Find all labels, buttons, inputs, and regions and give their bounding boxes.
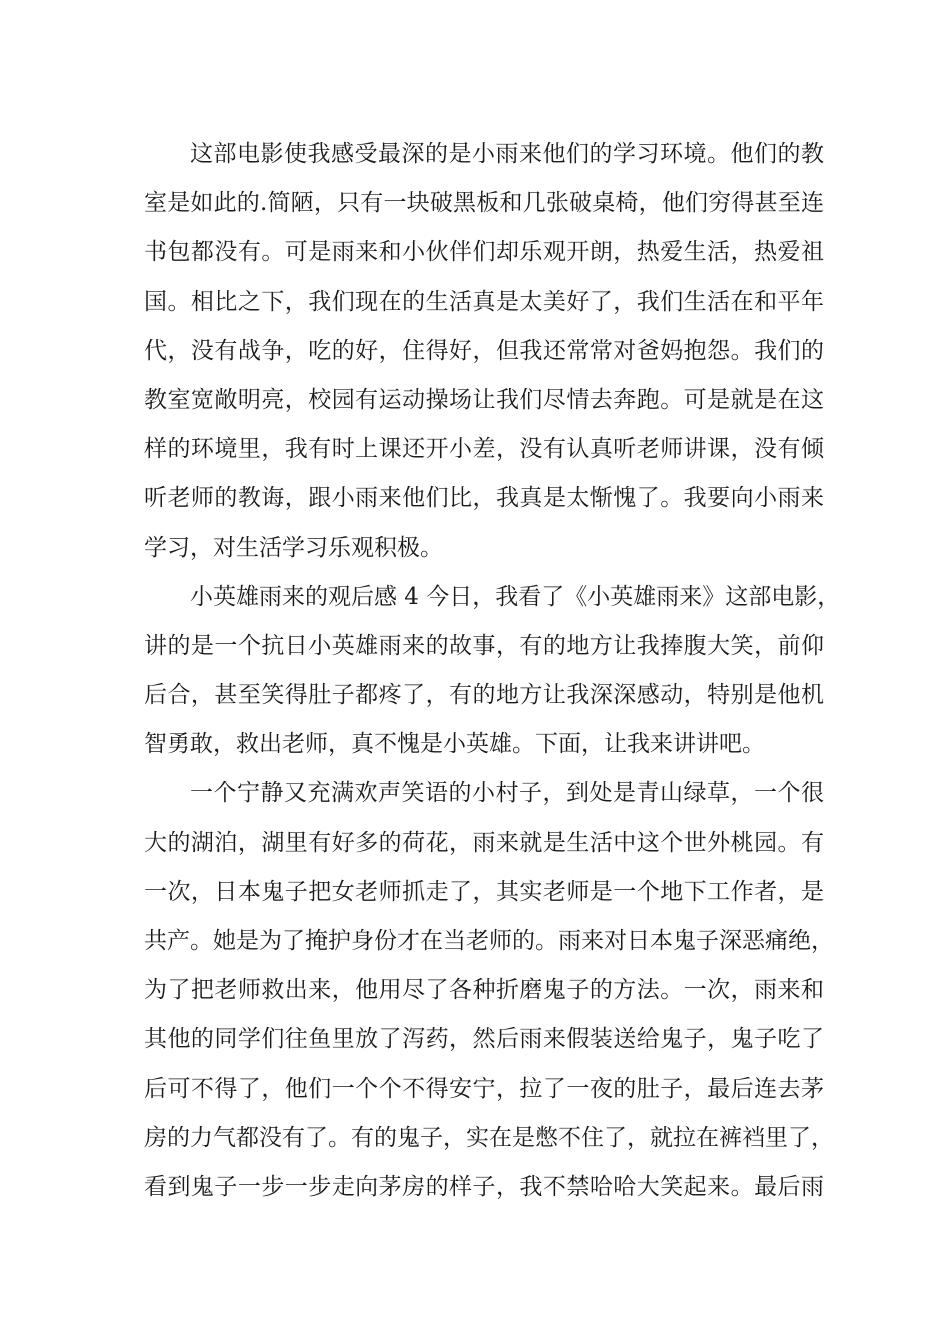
text-line: 书包都没有。可是雨来和小伙伴们却乐观开朗，热爱生活，热爱祖: [144, 239, 824, 266]
text-line: 样的环境里，我有时上课还开小差，没有认真听老师讲课，没有倾: [144, 436, 824, 463]
text-line: 室是如此的.简陋，只有一块破黑板和几张破桌椅，他们穷得甚至连: [144, 190, 824, 217]
paragraph-2: [144, 573, 841, 770]
text-line: 共产。她是为了掩护身份才在当老师的。雨来对日本鬼子深恶痛绝，: [144, 928, 834, 954]
text-line: 为了把老师救出来，他用尽了各种折磨鬼子的方法。一次，雨来和: [144, 977, 824, 1004]
text-line: 教室宽敞明亮，校园有运动操场让我们尽情去奔跑。可是就是在这: [144, 386, 824, 413]
text-line: 其他的同学们往鱼里放了泻药，然后雨来假装送给鬼子，鬼子吃了: [144, 1026, 824, 1053]
document-body: [144, 130, 841, 1212]
text-line: 一个宁静又充满欢声笑语的小村子，到处是青山绿草，一个很: [190, 780, 824, 807]
text-line: 后可不得了，他们一个个不得安宁，拉了一夜的肚子，最后连去茅: [144, 1075, 824, 1102]
text-line: 学习，对生活学习乐观积极。: [144, 534, 443, 561]
paragraph-1: [144, 130, 824, 573]
text-line: 讲的是一个抗日小英雄雨来的故事，有的地方让我捧腹大笑，前仰: [144, 632, 824, 659]
text-line: 一次，日本鬼子把女老师抓走了，其实老师是一个地下工作者，是: [144, 878, 824, 905]
text-line: 小英雄雨来的观后感 4 今日，我看了《小英雄雨来》这部电影，: [190, 583, 841, 610]
text-line: 大的湖泊，湖里有好多的荷花，雨来就是生活中这个世外桃园。有: [144, 829, 824, 856]
text-line: 代，没有战争，吃的好，住得好，但我还常常对爸妈抱怨。我们的: [144, 337, 824, 364]
paragraph-3: [144, 769, 834, 1212]
text-line: 智勇敢，救出老师，真不愧是小英雄。下面，让我来讲讲吧。: [144, 731, 765, 758]
text-line: 看到鬼子一步一步走向茅房的样子，我不禁哈哈大笑起来。最后雨: [144, 1173, 824, 1200]
text-line: 后合，甚至笑得肚子都疼了，有的地方让我深深感动，特别是他机: [144, 682, 824, 709]
text-line: 房的力气都没有了。有的鬼子，实在是憋不住了，就拉在裤裆里了，: [144, 1124, 834, 1151]
text-line: 国。相比之下，我们现在的生活真是太美好了，我们生活在和平年: [144, 288, 824, 315]
text-line: 这部电影使我感受最深的是小雨来他们的学习环境。他们的教: [190, 141, 824, 167]
text-line: 听老师的教诲，跟小雨来他们比，我真是太惭愧了。我要向小雨来: [144, 485, 824, 512]
